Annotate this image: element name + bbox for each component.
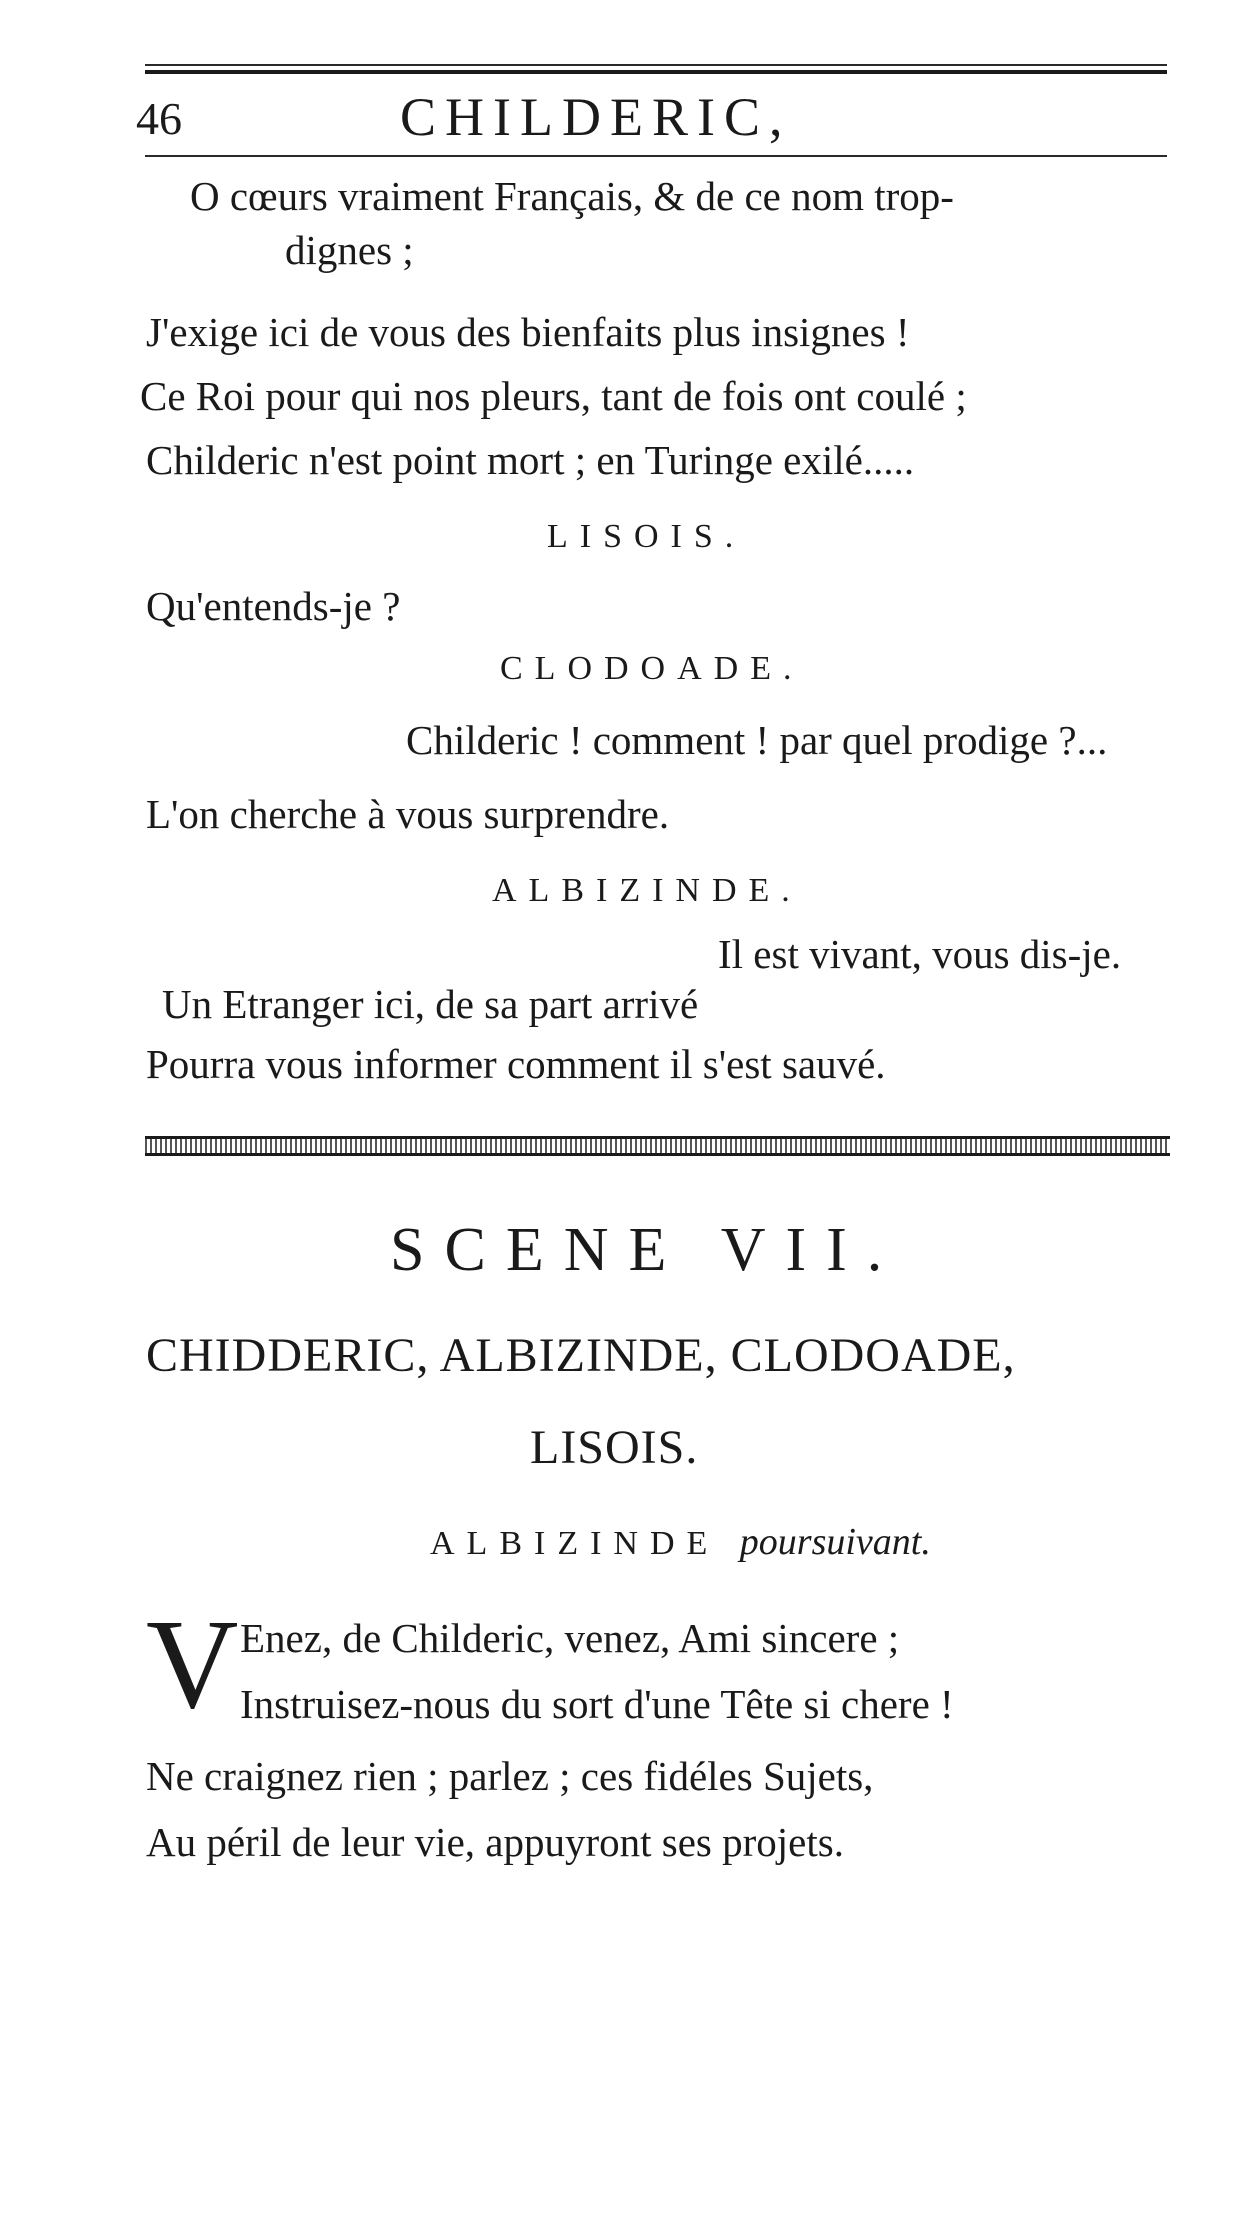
cast-list-line-1: CHIDDERIC, ALBIZINDE, CLODOADE, [146, 1329, 1016, 1382]
verse-line: Instruisez-nous du sort d'une Tête si chere ! [240, 1681, 954, 1727]
stage-direction: poursuivant. [739, 1521, 931, 1563]
verse-line: Il est vivant, vous dis-je. [718, 931, 1122, 977]
header-rule [145, 155, 1167, 157]
verse-line: Au péril de leur vie, appuyront ses projets. [146, 1819, 844, 1865]
top-ornamental-rule [145, 64, 1167, 74]
scene-title: SCENE VII. [390, 1216, 903, 1284]
speaker-name: ALBIZINDE [430, 1525, 720, 1562]
speaker-heading [430, 1520, 931, 1564]
verse-line: Childeric ! comment ! par quel prodige ?... [406, 717, 1108, 763]
verse-line: Enez, de Childeric, venez, Ami sincere ; [240, 1615, 900, 1661]
verse-line: Pourra vous informer comment il s'est sauvé. [146, 1041, 886, 1087]
cast-list-line-2: LISOIS. [530, 1421, 699, 1474]
verse-line: Un Etranger ici, de sa part arrivé [162, 981, 699, 1027]
speaker-lisois: LISOIS. [547, 518, 746, 555]
running-head: CHILDERIC, [400, 87, 792, 147]
verse-line: dignes ; [285, 227, 414, 273]
page-number: 46 [136, 93, 182, 144]
verse-line: Qu'entends-je ? [146, 583, 401, 629]
verse-line: Ne craignez rien ; parlez ; ces fidéles Sujets, [146, 1753, 874, 1799]
verse-line: O cœurs vraiment Français, & de ce nom trop- [190, 173, 954, 219]
verse-line: Childeric n'est point mort ; en Turinge exilé..... [146, 437, 915, 483]
verse-line: J'exige ici de vous des bienfaits plus insignes ! [146, 309, 910, 355]
scene-divider-rule [145, 1136, 1170, 1156]
speaker-clodoade: CLODOADE. [500, 650, 804, 687]
verse-line: Ce Roi pour qui nos pleurs, tant de fois ont coulé ; [140, 373, 967, 419]
speaker-albizinde: ALBIZINDE. [492, 872, 802, 909]
drop-cap: V [146, 1593, 239, 1735]
verse-line: L'on cherche à vous surprendre. [146, 791, 670, 837]
